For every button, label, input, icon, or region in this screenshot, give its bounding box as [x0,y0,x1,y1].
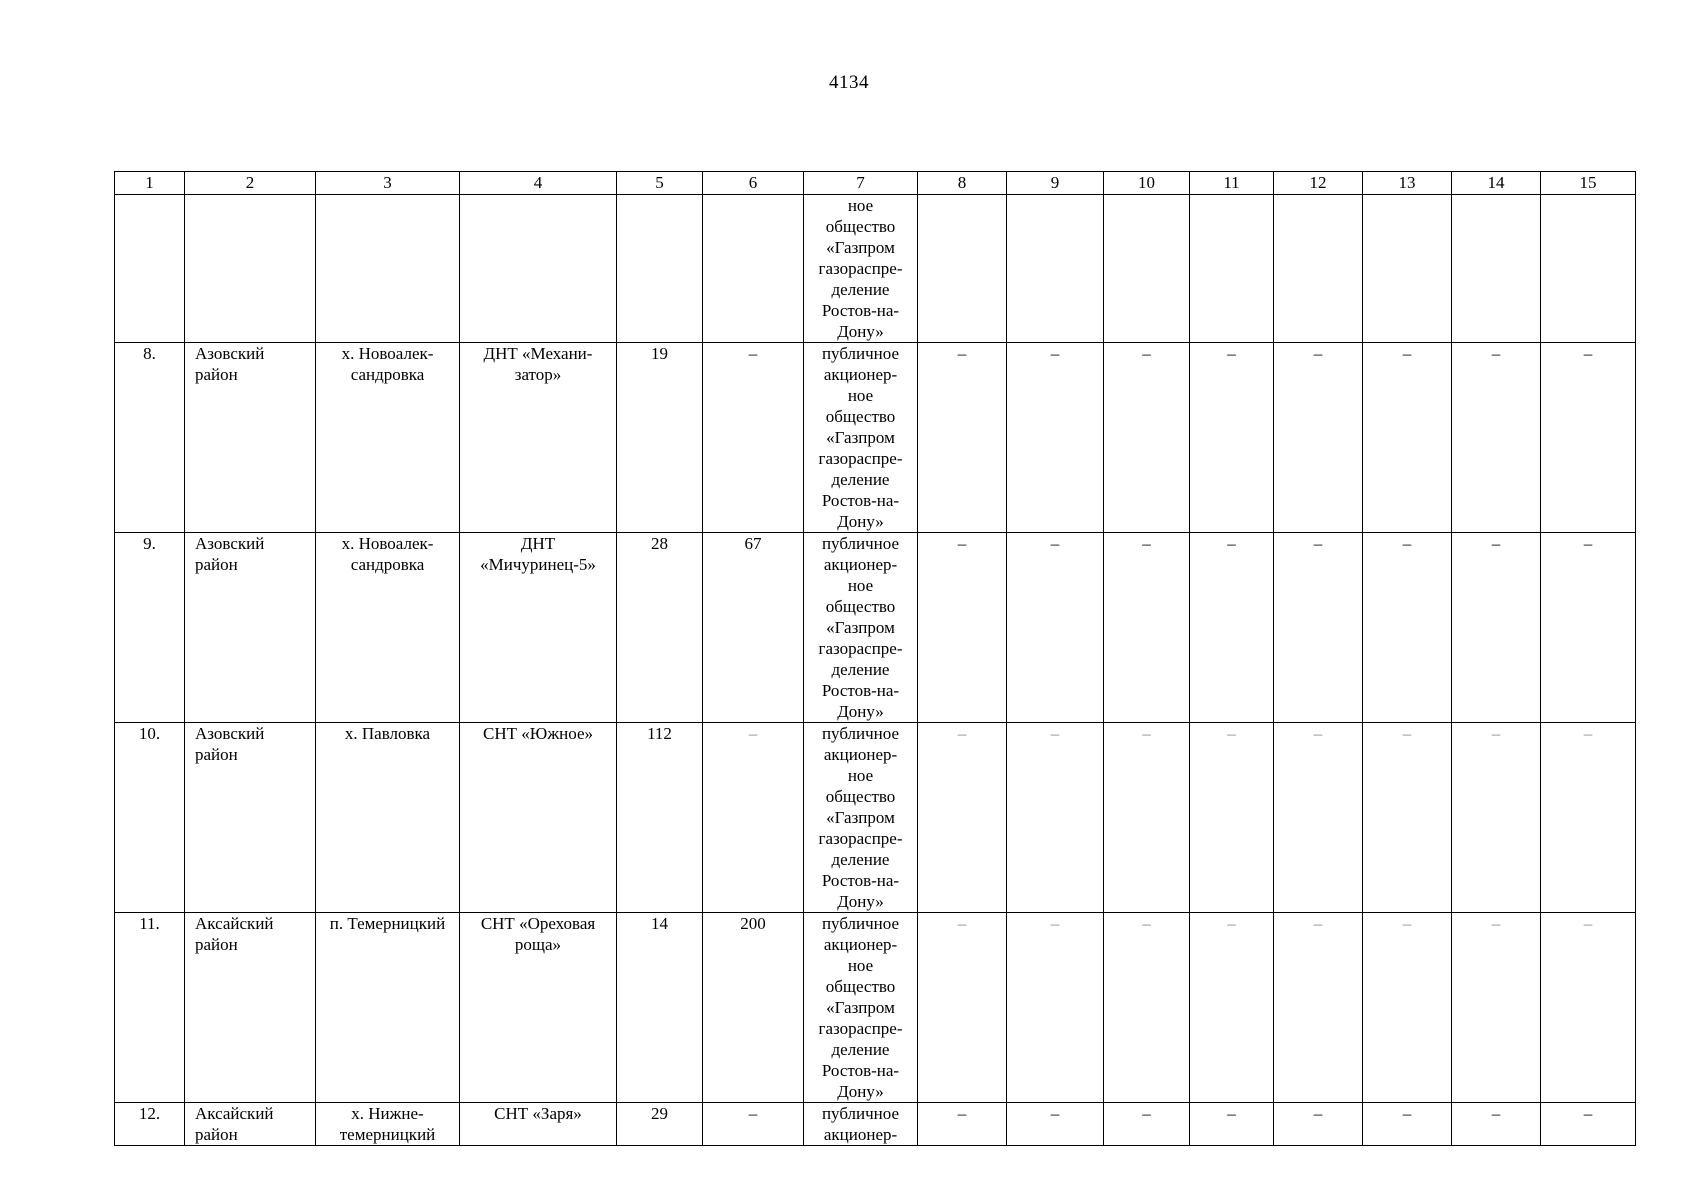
cell-dash: – [1452,723,1541,913]
cell-dash: – [1541,723,1636,913]
cell-dash: – [1274,1103,1363,1146]
cell-col5: 29 [617,1103,703,1146]
cell-empty [703,195,804,343]
table-row [115,343,1636,533]
cell-row-number: 12. [115,1103,185,1146]
cell-district: Азовский район [185,533,316,723]
cell-settlement: х. Павловка [316,723,460,913]
table-row [115,723,1636,913]
column-header: 14 [1452,172,1541,195]
cell-dash: – [1007,533,1104,723]
cell-settlement: х. Новоалек- сандровка [316,533,460,723]
cell-organization: публичное акционер- ное общество «Газпром газораспре- деление Ростов-на- Дону» [804,723,918,913]
cell-empty [1274,195,1363,343]
cell-empty [1007,195,1104,343]
table-row [115,533,1636,723]
cell-dash: – [1363,1103,1452,1146]
cell-dash: – [1541,913,1636,1103]
cell-organization: публичное акционер- ное общество «Газпром газораспре- деление Ростов-на- Дону» [804,343,918,533]
cell-dash: – [1274,343,1363,533]
cell-col6: – [703,723,804,913]
cell-empty [316,195,460,343]
cell-dash: – [1190,723,1274,913]
cell-district: Аксайский район [185,913,316,1103]
cell-col5: 14 [617,913,703,1103]
cell-col6: – [703,1103,804,1146]
table-row [115,913,1636,1103]
column-header: 3 [316,172,460,195]
cell-empty [460,195,617,343]
cell-dash: – [1452,343,1541,533]
column-header: 8 [918,172,1007,195]
column-header: 1 [115,172,185,195]
column-header: 6 [703,172,804,195]
cell-col6: – [703,343,804,533]
cell-organization: ное общество «Газпром газораспре- деление Ростов-на- Дону» [804,195,918,343]
cell-dash: – [1190,533,1274,723]
cell-dash: – [1007,343,1104,533]
cell-dash: – [1452,533,1541,723]
cell-dash: – [1007,913,1104,1103]
cell-district: Азовский район [185,723,316,913]
cell-dash: – [918,343,1007,533]
cell-dash: – [1104,343,1190,533]
cell-district: Азовский район [185,343,316,533]
cell-dash: – [1274,723,1363,913]
cell-empty [617,195,703,343]
cell-dash: – [1274,533,1363,723]
cell-dash: – [1363,913,1452,1103]
cell-organization: публичное акционер- ное общество «Газпром газораспре- деление Ростов-на- Дону» [804,533,918,723]
cell-dash: – [1104,913,1190,1103]
cell-col6: 200 [703,913,804,1103]
cell-col5: 112 [617,723,703,913]
cell-empty [115,195,185,343]
column-header: 4 [460,172,617,195]
cell-empty [1541,195,1636,343]
column-header: 15 [1541,172,1636,195]
cell-dash: – [1190,1103,1274,1146]
data-table [114,171,1636,1146]
cell-dash: – [1104,533,1190,723]
page-number: 4134 [829,72,869,93]
cell-dash: – [1104,1103,1190,1146]
column-header: 12 [1274,172,1363,195]
column-header: 2 [185,172,316,195]
cell-dash: – [1363,723,1452,913]
cell-partnership: ДНТ «Мичуринец-5» [460,533,617,723]
cell-col5: 19 [617,343,703,533]
cell-dash: – [1541,1103,1636,1146]
cell-partnership: СНТ «Южное» [460,723,617,913]
cell-partnership: СНТ «Ореховая роща» [460,913,617,1103]
cell-row-number: 9. [115,533,185,723]
cell-dash: – [918,1103,1007,1146]
cell-col5: 28 [617,533,703,723]
column-header: 10 [1104,172,1190,195]
cell-empty [1190,195,1274,343]
cell-empty [1104,195,1190,343]
cell-settlement: п. Темерницкий [316,913,460,1103]
cell-dash: – [918,533,1007,723]
cell-partnership: СНТ «Заря» [460,1103,617,1146]
cell-col6: 67 [703,533,804,723]
cell-organization: публичное акционер- [804,1103,918,1146]
cell-district: Аксайский район [185,1103,316,1146]
column-header: 11 [1190,172,1274,195]
cell-dash: – [918,723,1007,913]
header-row [115,172,1636,195]
cell-settlement: х. Нижне- темерницкий [316,1103,460,1146]
cell-empty [1363,195,1452,343]
column-header: 5 [617,172,703,195]
cell-dash: – [1104,723,1190,913]
cell-dash: – [1190,913,1274,1103]
table-row [115,1103,1636,1146]
cell-dash: – [1190,343,1274,533]
cell-dash: – [1274,913,1363,1103]
column-header: 9 [1007,172,1104,195]
cell-dash: – [1363,343,1452,533]
cell-dash: – [918,913,1007,1103]
cell-empty [185,195,316,343]
cell-empty [918,195,1007,343]
cell-dash: – [1007,723,1104,913]
cell-dash: – [1452,913,1541,1103]
table-row-continued [115,195,1636,343]
column-header: 7 [804,172,918,195]
cell-row-number: 8. [115,343,185,533]
cell-dash: – [1452,1103,1541,1146]
cell-dash: – [1363,533,1452,723]
cell-dash: – [1007,1103,1104,1146]
cell-dash: – [1541,343,1636,533]
cell-row-number: 11. [115,913,185,1103]
cell-partnership: ДНТ «Механи- затор» [460,343,617,533]
cell-settlement: х. Новоалек- сандровка [316,343,460,533]
column-header: 13 [1363,172,1452,195]
cell-row-number: 10. [115,723,185,913]
cell-empty [1452,195,1541,343]
cell-organization: публичное акционер- ное общество «Газпром газораспре- деление Ростов-на- Дону» [804,913,918,1103]
cell-dash: – [1541,533,1636,723]
